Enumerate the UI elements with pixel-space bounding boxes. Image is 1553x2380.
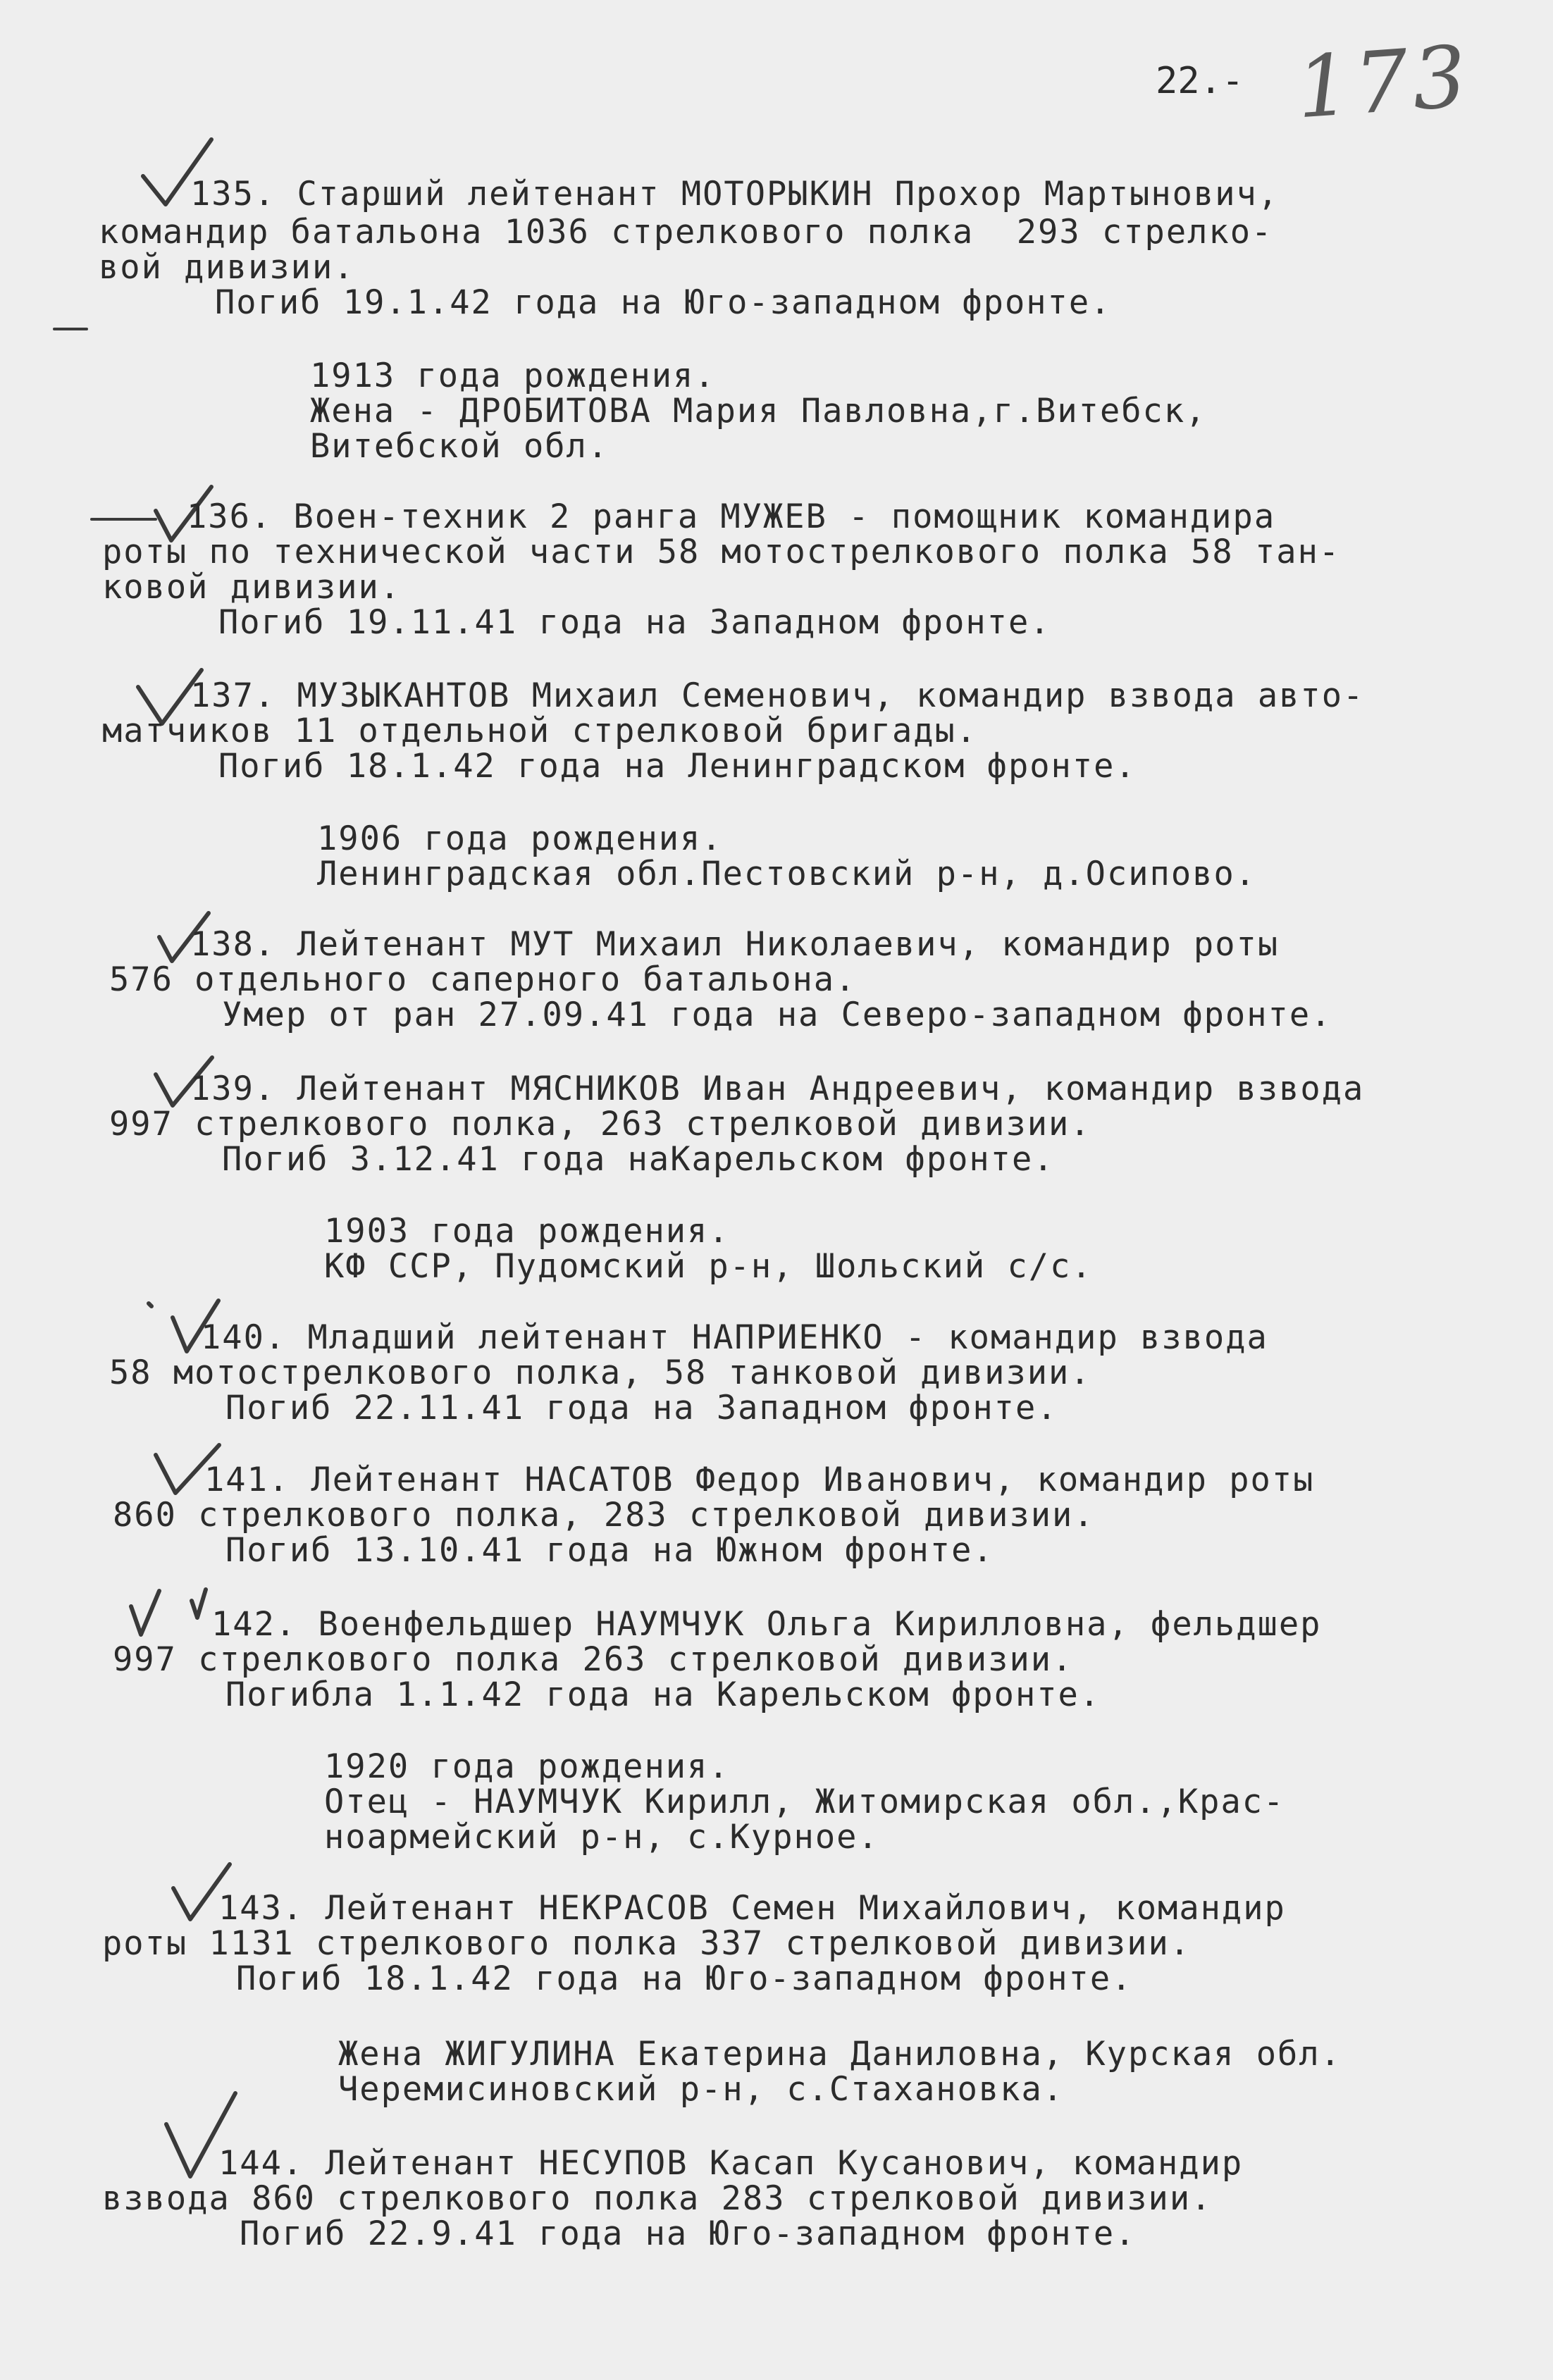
entry-142-extra-3: ноармейский р-н, с.Курное.	[324, 1818, 879, 1857]
entry-137-extra-2: Ленинградская обл.Пестовский р-н, д.Осипово.	[317, 855, 1257, 893]
entry-135-line-2: командир батальона 1036 стрелкового полка 293 стрелко-	[99, 213, 1273, 252]
entry-135-extra-1: 1913 года рождения.	[310, 357, 716, 395]
entry-136-line-2: роты по технической части 58 мотострелкового полка 58 тан-	[102, 533, 1341, 571]
entry-136-line-4: Погиб 19.11.41 года на Западном фронте.	[218, 603, 1051, 642]
entry-143-line-3: Погиб 18.1.42 года на Юго-западном фронте.	[236, 1959, 1133, 1998]
entry-137-line-2: матчиков 11 отдельной стрелковой бригады.	[102, 712, 978, 750]
entry-143-line-1: 143. Лейтенант НЕКРАСОВ Семен Михайлович, командир	[218, 1889, 1286, 1928]
entry-139-extra-1: 1903 года рождения.	[324, 1212, 730, 1251]
entry-144-line-1: 144. Лейтенант НЕСУПОВ Касап Кусанович, командир	[218, 2144, 1244, 2183]
entry-143-extra-2: Черемисиновский р-н, с.Стахановка.	[338, 2070, 1065, 2109]
archive-number-handwritten: 173	[1293, 27, 1474, 138]
entry-143-line-2: роты 1131 стрелкового полка 337 стрелковой дивизии.	[102, 1924, 1192, 1963]
margin-dash	[53, 328, 88, 330]
entry-143-extra-1: Жена ЖИГУЛИНА Екатерина Даниловна, Курская обл.	[338, 2035, 1342, 2074]
entry-136-line-3: ковой дивизии.	[102, 568, 402, 607]
entry-141-line-3: Погиб 13.10.41 года на Южном фронте.	[225, 1531, 994, 1570]
entry-139-extra-2: КФ ССР, Пудомский р-н, Шольский с/с.	[324, 1247, 1093, 1286]
entry-138-line-2: 576 отдельного саперного батальона.	[109, 960, 857, 999]
entry-135-extra-2: Жена - ДРОБИТОВА Мария Павловна,г.Витебск,	[310, 392, 1207, 430]
checkmark-icon	[127, 1585, 211, 1642]
entry-139-line-1: 139. Лейтенант МЯСНИКОВ Иван Андреевич, командир взвода	[190, 1070, 1365, 1108]
margin-dash	[90, 518, 157, 521]
entry-142-extra-1: 1920 года рождения.	[324, 1747, 730, 1786]
entry-137-line-1: 137. МУЗЫКАНТОВ Михаил Семенович, командир взвода авто-	[190, 676, 1365, 715]
entry-141-line-1: 141. Лейтенант НАСАТОВ Федор Иванович, командир роты	[204, 1461, 1315, 1499]
entry-137-line-3: Погиб 18.1.42 года на Ленинградском фронте.	[218, 747, 1137, 786]
entry-141-line-2: 860 стрелкового полка, 283 стрелковой дивизии.	[113, 1496, 1095, 1535]
entry-135-line-4: Погиб 19.1.42 года на Юго-западном фронте.	[215, 283, 1112, 322]
entry-135-extra-3: Витебской обл.	[310, 427, 610, 466]
entry-139-line-3: Погиб 3.12.41 года наКарельском фронте.	[222, 1140, 1055, 1179]
entry-139-line-2: 997 стрелкового полка, 263 стрелковой дивизии.	[109, 1105, 1091, 1143]
entry-142-line-2: 997 стрелкового полка 263 стрелковой дивизии.	[113, 1640, 1074, 1679]
entry-135-line-1: 135. Старший лейтенант МОТОРЫКИН Прохор Мартынович,	[190, 175, 1280, 213]
entry-142-line-3: Погибла 1.1.42 года на Карельском фронте.	[225, 1675, 1101, 1714]
entry-140-line-2: 58 мотострелкового полка, 58 танковой дивизии.	[109, 1353, 1091, 1392]
entry-144-line-2: взвода 860 стрелкового полка 283 стрелковой дивизии.	[102, 2179, 1213, 2218]
entry-142-line-1: 142. Военфельдшер НАУМЧУК Ольга Кирилловна, фельдшер	[211, 1605, 1322, 1644]
entry-140-line-3: Погиб 22.11.41 года на Западном фронте.	[225, 1389, 1058, 1427]
entry-140-line-1: 140. Младший лейтенант НАПРИЕНКО - командир взвода	[201, 1318, 1268, 1357]
entry-138-line-1: 138. Лейтенант МУТ Михаил Николаевич, командир роты	[190, 925, 1280, 964]
entry-135-line-3: вой дивизии.	[99, 248, 355, 287]
entry-144-line-3: Погиб 22.9.41 года на Юго-западном фронте.	[240, 2214, 1137, 2253]
entry-138-line-3: Умер от ран 27.09.41 года на Северо-западном фронте.	[222, 996, 1332, 1034]
entry-142-extra-2: Отец - НАУМЧУК Кирилл, Житомирская обл.,Крас-	[324, 1783, 1285, 1821]
entry-137-extra-1: 1906 года рождения.	[317, 819, 723, 858]
page-number: 22.-	[1156, 60, 1244, 102]
entry-136-line-1: 136. Воен-техник 2 ранга МУЖЕВ - помощник командира	[187, 497, 1276, 536]
